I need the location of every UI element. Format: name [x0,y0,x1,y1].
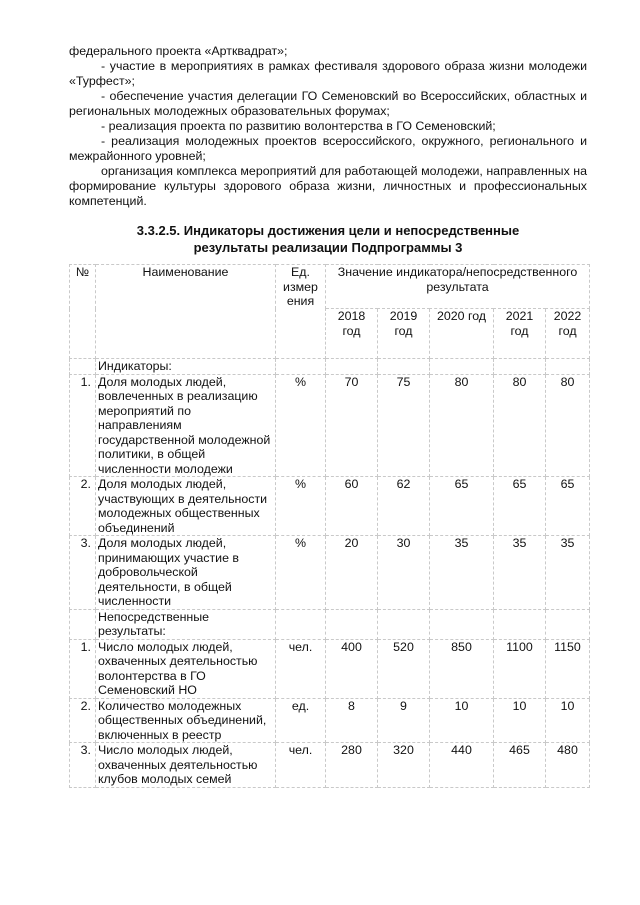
intro-line: - реализация молодежных проектов всероссийского, окружного, регионального и межрайонного уровней; [69,134,587,163]
year-2022: 2022 год [546,309,590,359]
row-value: 35 [546,536,590,610]
row-value: 400 [326,639,378,698]
row-value: 65 [546,477,590,536]
row-num: 2. [70,698,96,743]
row-value: 1100 [494,639,546,698]
row-unit: % [276,374,326,477]
heading-line-2: результаты реализации Подпрограммы 3 [193,240,463,255]
year-2021: 2021 год [494,309,546,359]
row-value: 320 [378,743,430,788]
row-value: 520 [378,639,430,698]
table-row [70,477,590,536]
row-name: Доля молодых людей, вовлеченных в реализацию мероприятий по направлениям государственной молодежной политики, в общей численности молодежи [96,374,276,477]
header-value-group: Значение индикатора/непосредственного результата [326,265,590,309]
row-value: 35 [430,536,494,610]
row-value: 20 [326,536,378,610]
row-value: 70 [326,374,378,477]
table-header-row [70,265,590,309]
row-value: 480 [546,743,590,788]
row-value: 440 [430,743,494,788]
year-2020: 2020 год [430,309,494,359]
intro-line: федерального проекта «Артквадрат»; [69,44,288,58]
header-unit: Ед. измер ения [276,265,326,359]
row-num: 3. [70,743,96,788]
section-label: Индикаторы: [96,359,276,375]
row-value: 8 [326,698,378,743]
section-heading [69,222,587,256]
row-unit: чел. [276,743,326,788]
row-unit: % [276,477,326,536]
row-name: Число молодых людей, охваченных деятельностью волонтерства в ГО Семеновский НО [96,639,276,698]
row-num: 2. [70,477,96,536]
section-row-indicators [70,359,590,375]
row-value: 65 [430,477,494,536]
row-value: 75 [378,374,430,477]
row-value: 1150 [546,639,590,698]
row-value: 465 [494,743,546,788]
row-name: Доля молодых людей, принимающих участие в добровольческой деятельности, в общей численности [96,536,276,610]
row-value: 10 [430,698,494,743]
intro-line: организация комплекса мероприятий для работающей молодежи, направленных на формирование культуры здорового образа жизни, личностных и профессиональных компетенций. [69,164,587,208]
year-2019: 2019 год [378,309,430,359]
row-unit: ед. [276,698,326,743]
row-name: Доля молодых людей, участвующих в деятельности молодежных общественных объединений [96,477,276,536]
row-value: 80 [494,374,546,477]
row-value: 850 [430,639,494,698]
header-num: № [70,265,96,359]
table-row [70,536,590,610]
row-value: 80 [546,374,590,477]
row-num: 1. [70,639,96,698]
row-unit: % [276,536,326,610]
section-label: Непосредственные результаты: [96,609,276,639]
intro-line: - участие в мероприятиях в рамках фестиваля здорового образа жизни молодежи «Турфест»; [69,59,587,88]
table-row [70,374,590,477]
year-2018: 2018 год [326,309,378,359]
heading-line-1: 3.3.2.5. Индикаторы достижения цели и непосредственные [136,223,520,238]
row-value: 10 [546,698,590,743]
row-num: 1. [70,374,96,477]
row-value: 60 [326,477,378,536]
row-value: 35 [494,536,546,610]
intro-text [69,44,587,209]
row-num: 3. [70,536,96,610]
row-value: 30 [378,536,430,610]
indicators-table [69,264,590,788]
table-row [70,743,590,788]
row-value: 65 [494,477,546,536]
row-name: Количество молодежных общественных объединений, включенных в реестр [96,698,276,743]
intro-line: - реализация проекта по развитию волонтерства в ГО Семеновский; [101,119,496,133]
table-row [70,639,590,698]
section-row-results [70,609,590,639]
row-unit: чел. [276,639,326,698]
intro-line: - обеспечение участия делегации ГО Семеновский во Всероссийских, областных и региональных молодежных образовательных форумах; [69,89,587,118]
row-name: Число молодых людей, охваченных деятельностью клубов молодых семей [96,743,276,788]
row-value: 62 [378,477,430,536]
row-value: 280 [326,743,378,788]
row-value: 10 [494,698,546,743]
table-row [70,698,590,743]
row-value: 80 [430,374,494,477]
header-name: Наименование [96,265,276,359]
row-value: 9 [378,698,430,743]
